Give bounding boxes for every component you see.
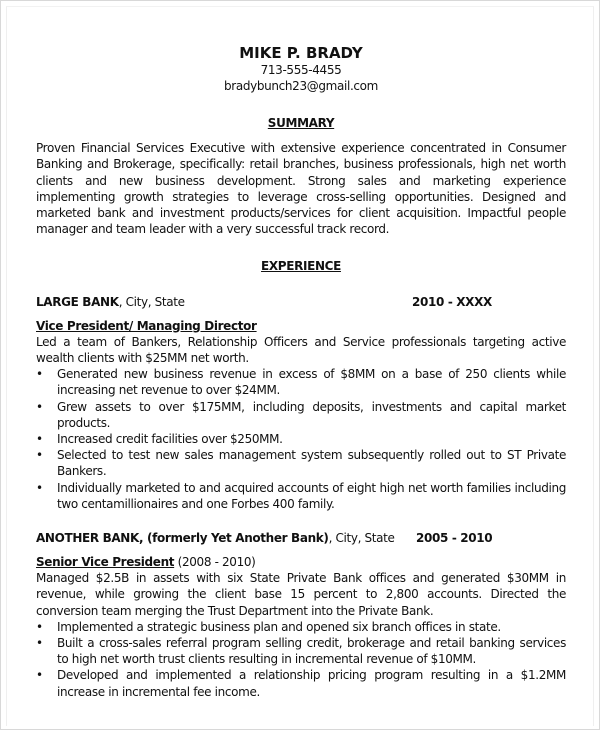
- company-location: , City, State: [118, 294, 185, 309]
- job-title: Senior Vice President: [36, 555, 175, 570]
- resume-document: [36, 44, 566, 700]
- experience-section: [36, 258, 566, 699]
- job-role-line: [36, 554, 566, 570]
- job-description: Managed $2.5B in assets with six State Private Bank offices and generated $30MM in revenue, while growing the client base 15 percent to 2,800 accounts. Directed the conversion team merging the Trust Department into the Private Bank.: [36, 571, 566, 618]
- achievement-text: Grew assets to over $175MM, including deposits, investments and capital market products.: [57, 399, 566, 430]
- email-address: bradybunch23@gmail.com: [224, 79, 378, 93]
- achievement-text: Developed and implemented a relationship pricing program resulting in a $1.2MM increase in incremental fee income.: [57, 668, 566, 699]
- bullet-icon: •: [36, 367, 43, 382]
- achievement-text: Individually marketed to and acquired accounts of eight high net worth families including two centamillionaires and one Forbes 400 family.: [57, 480, 566, 511]
- company-name: ANOTHER BANK, (formerly Yet Another Bank): [36, 531, 329, 546]
- job-role-dates: (2008 - 2010): [174, 555, 256, 570]
- job-header: [36, 530, 566, 546]
- job-achievements: [36, 619, 566, 700]
- job-header: [36, 294, 566, 310]
- achievement-item: [36, 667, 566, 699]
- job-dates: 2005 - 2010: [416, 531, 493, 546]
- achievement-text: Generated new business revenue in excess of $8MM on a base of 250 clients while increasing net revenue to over $24MM.: [57, 367, 566, 398]
- achievement-text: Implemented a strategic business plan and opened six branch offices in state.: [57, 619, 501, 634]
- candidate-name: MIKE P. BRADY: [239, 44, 363, 62]
- job-role-line: [36, 318, 566, 334]
- achievement-item: [36, 635, 566, 667]
- achievement-item: [36, 480, 566, 512]
- job-title: Vice President/ Managing Director: [36, 318, 257, 333]
- bullet-icon: •: [36, 432, 43, 447]
- summary-heading: SUMMARY: [267, 116, 335, 130]
- experience-heading: EXPERIENCE: [261, 259, 341, 274]
- achievement-item: [36, 366, 566, 398]
- achievement-item: [36, 399, 566, 431]
- job-dates: 2010 - XXXX: [412, 294, 492, 309]
- achievement-text: Selected to test new sales management system subsequently rolled out to ST Private Bankers.: [57, 448, 566, 479]
- achievement-item: [36, 619, 566, 635]
- bullet-icon: •: [36, 399, 43, 414]
- job-description: Led a team of Bankers, Relationship Officers and Service professionals targeting active wealth clients with $25MM net worth.: [36, 334, 566, 366]
- resume-header: [36, 44, 566, 94]
- summary-section: [36, 115, 566, 237]
- job-company-line: [36, 294, 185, 310]
- bullet-icon: •: [36, 668, 43, 683]
- job-entry: [36, 294, 566, 512]
- job-company-line: [36, 530, 395, 546]
- job-entry: [36, 530, 566, 700]
- bullet-icon: •: [36, 636, 43, 651]
- achievement-item: [36, 447, 566, 479]
- company-location: , City, State: [328, 531, 395, 546]
- achievement-text: Built a cross-sales referral program selling credit, brokerage and retail banking services to high net worth trust clients resulting in incremental revenue of $10MM.: [57, 636, 566, 667]
- bullet-icon: •: [36, 619, 43, 634]
- achievement-item: [36, 431, 566, 447]
- company-name: LARGE BANK: [36, 294, 119, 309]
- job-achievements: [36, 366, 566, 512]
- bullet-icon: •: [36, 480, 43, 495]
- summary-text: Proven Financial Services Executive with extensive experience concentrated in Consumer Banking and Brokerage, specifically: retail branches, business professionals, high net worth clients and new business development. Strong sales and marketing experience implementing growth strategies to leverage cross-selling opportunities. Designed and marketed bank and investment products/services for client acquisition. Impactful people manager and team leader with a very successful track record.: [36, 141, 566, 237]
- achievement-text: Increased credit facilities over $250MM.: [57, 432, 283, 447]
- phone-number: 713-555-4455: [260, 63, 342, 77]
- bullet-icon: •: [36, 448, 43, 463]
